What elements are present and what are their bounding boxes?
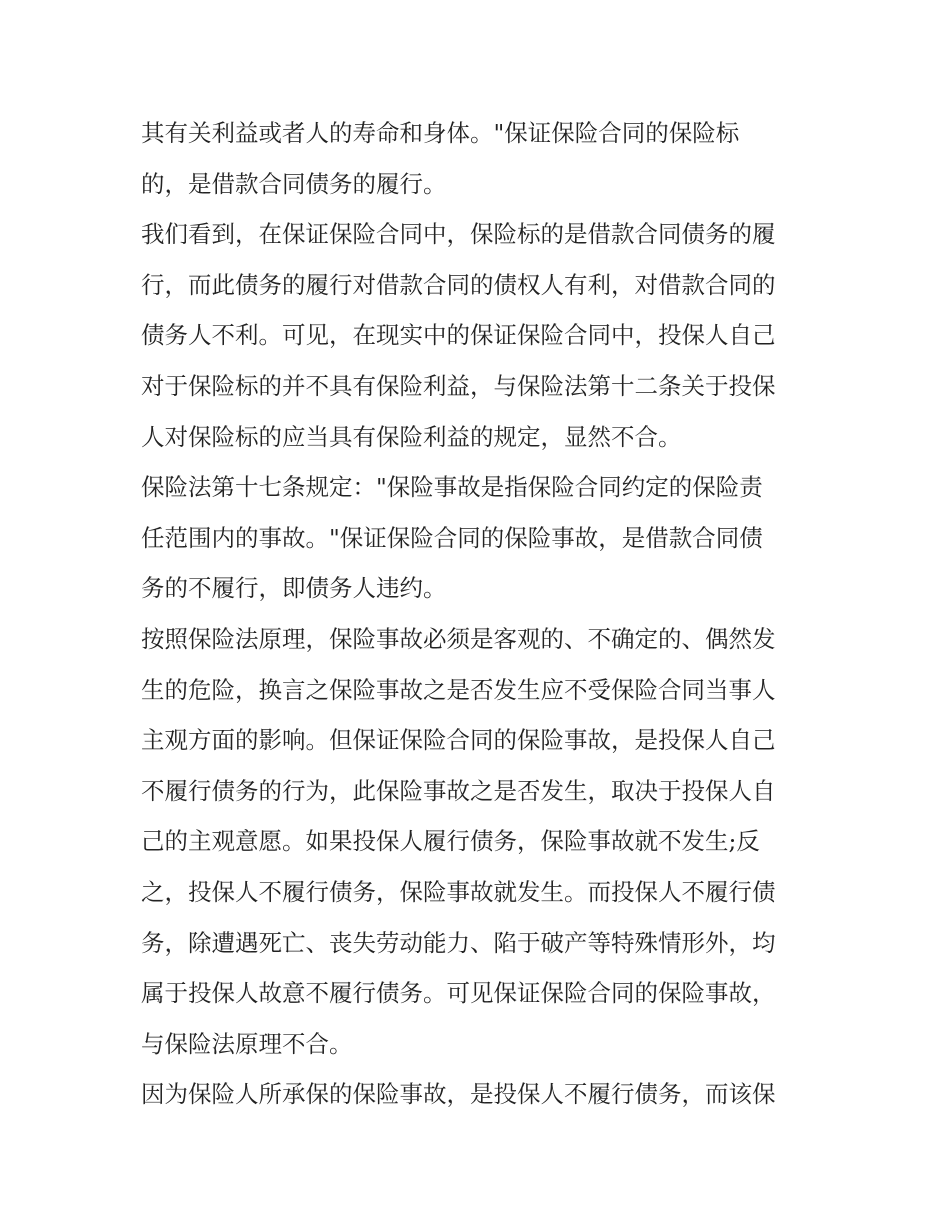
text-line: 行，而此债务的履行对借款合同的债权人有利，对借款合同的 bbox=[141, 270, 776, 299]
text-line: 按照保险法原理，保险事故必须是客观的、不确定的、偶然发 bbox=[141, 624, 776, 653]
text-line: 因为保险人所承保的保险事故，是投保人不履行债务，而该保 bbox=[141, 1080, 776, 1109]
body-text bbox=[141, 108, 831, 1120]
text-line: 债务人不利。可见，在现实中的保证保险合同中，投保人自己 bbox=[141, 321, 776, 350]
text-line: 主观方面的影响。但保证保险合同的保险事故，是投保人自己 bbox=[141, 726, 776, 755]
text-line: 的，是借款合同债务的履行。 bbox=[141, 169, 447, 198]
text-line: 属于投保人故意不履行债务。可见保证保险合同的保险事故， bbox=[141, 979, 776, 1008]
text-line: 不履行债务的行为，此保险事故之是否发生，取决于投保人自 bbox=[141, 776, 776, 805]
text-line: 对于保险标的并不具有保险利益，与保险法第十二条关于投保 bbox=[141, 371, 776, 400]
text-line: 我们看到，在保证保险合同中，保险标的是借款合同债务的履 bbox=[141, 220, 776, 249]
text-line: 之，投保人不履行债务，保险事故就发生。而投保人不履行债 bbox=[141, 877, 776, 906]
text-line: 人对保险标的应当具有保险利益的规定，显然不合。 bbox=[141, 422, 682, 451]
text-line: 其有关利益或者人的寿命和身体。"保证保险合同的保险标 bbox=[141, 119, 740, 147]
text-line: 务的不履行，即债务人违约。 bbox=[141, 574, 447, 603]
text-line: 保险法第十七条规定："保险事故是指保险合同约定的保险责 bbox=[141, 473, 763, 502]
text-line: 己的主观意愿。如果投保人履行债务，保险事故就不发生;反 bbox=[141, 827, 760, 856]
text-line: 务，除遭遇死亡、丧失劳动能力、陷于破产等特殊情形外，均 bbox=[141, 928, 776, 957]
text-line: 任范围内的事故。"保证保险合同的保险事故，是借款合同债 bbox=[141, 523, 763, 552]
text-line: 生的危险，换言之保险事故之是否发生应不受保险合同当事人 bbox=[141, 675, 776, 704]
text-line: 与保险法原理不合。 bbox=[141, 1029, 353, 1058]
